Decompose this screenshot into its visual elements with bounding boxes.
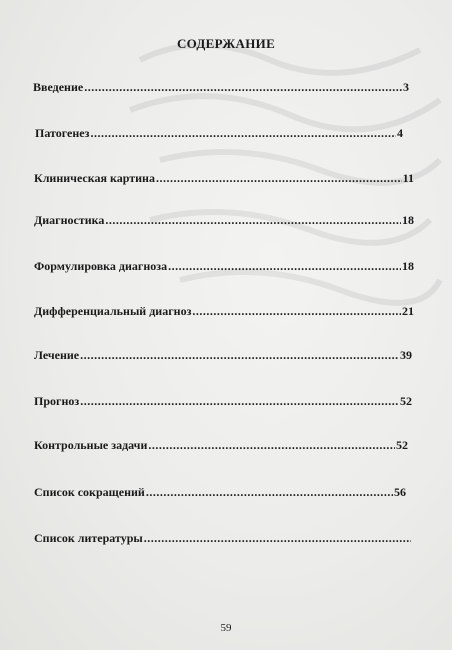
toc-entry-page: 11 — [402, 171, 414, 185]
toc-entry-page: 3 — [403, 80, 409, 94]
toc-entry-page: 52 — [396, 438, 408, 452]
toc-dot-leader — [90, 126, 396, 141]
toc-entry-page: 39 — [400, 348, 412, 362]
toc-heading: СОДЕРЖАНИЕ — [176, 36, 276, 51]
toc-entry-label: Дифференциальный диагноз — [34, 304, 192, 318]
toc-entry-references[interactable] — [34, 531, 412, 546]
toc-dot-leader — [80, 348, 399, 363]
toc-entry-label: Формулировка диагноза — [34, 259, 168, 273]
toc-dot-leader — [156, 171, 402, 186]
toc-entry-label: Список сокращений — [34, 485, 145, 499]
toc-entry-pathogenesis[interactable] — [35, 126, 403, 141]
toc-entry-label: Контрольные задачи — [34, 438, 148, 452]
toc-dot-leader — [146, 485, 393, 500]
toc-entry-differential-diagnosis[interactable] — [34, 304, 414, 319]
toc-entry-page: 18 — [402, 259, 414, 273]
toc-entry-label: Диагностика — [34, 213, 105, 227]
toc-dot-leader — [168, 259, 401, 274]
toc-entry-label: Прогноз — [34, 394, 80, 408]
toc-entry-treatment[interactable] — [34, 348, 412, 363]
toc-entry-page: 21 — [402, 304, 414, 318]
toc-entry-page: 56 — [394, 485, 406, 499]
toc-entry-page: 4 — [397, 126, 403, 140]
toc-entry-control-tasks[interactable] — [34, 438, 408, 453]
toc-entry-abbreviations[interactable] — [34, 485, 406, 500]
toc-entry-label: Патогенез — [35, 126, 90, 140]
toc-dot-leader — [144, 531, 411, 546]
toc-entry-label: Список литературы — [34, 531, 143, 545]
toc-entry-label: Клиническая картина — [34, 171, 155, 185]
toc-entry-diagnostics[interactable] — [34, 213, 414, 228]
toc-entry-page: 52 — [400, 394, 412, 408]
toc-entry-introduction[interactable] — [33, 80, 409, 95]
toc-entry-diagnosis-formulation[interactable] — [34, 259, 414, 274]
toc-entry-page: 18 — [402, 213, 414, 227]
toc-entry-label: Введение — [33, 80, 84, 94]
toc-entry-clinical-picture[interactable] — [34, 171, 414, 186]
toc-dot-leader — [84, 80, 402, 95]
toc-dot-leader — [192, 304, 401, 319]
toc-dot-leader — [105, 213, 401, 228]
page-number: 59 — [220, 622, 232, 634]
toc-dot-leader — [80, 394, 399, 409]
toc-dot-leader — [148, 438, 395, 453]
toc-entry-label: Лечение — [34, 348, 80, 362]
toc-entry-prognosis[interactable] — [34, 394, 412, 409]
